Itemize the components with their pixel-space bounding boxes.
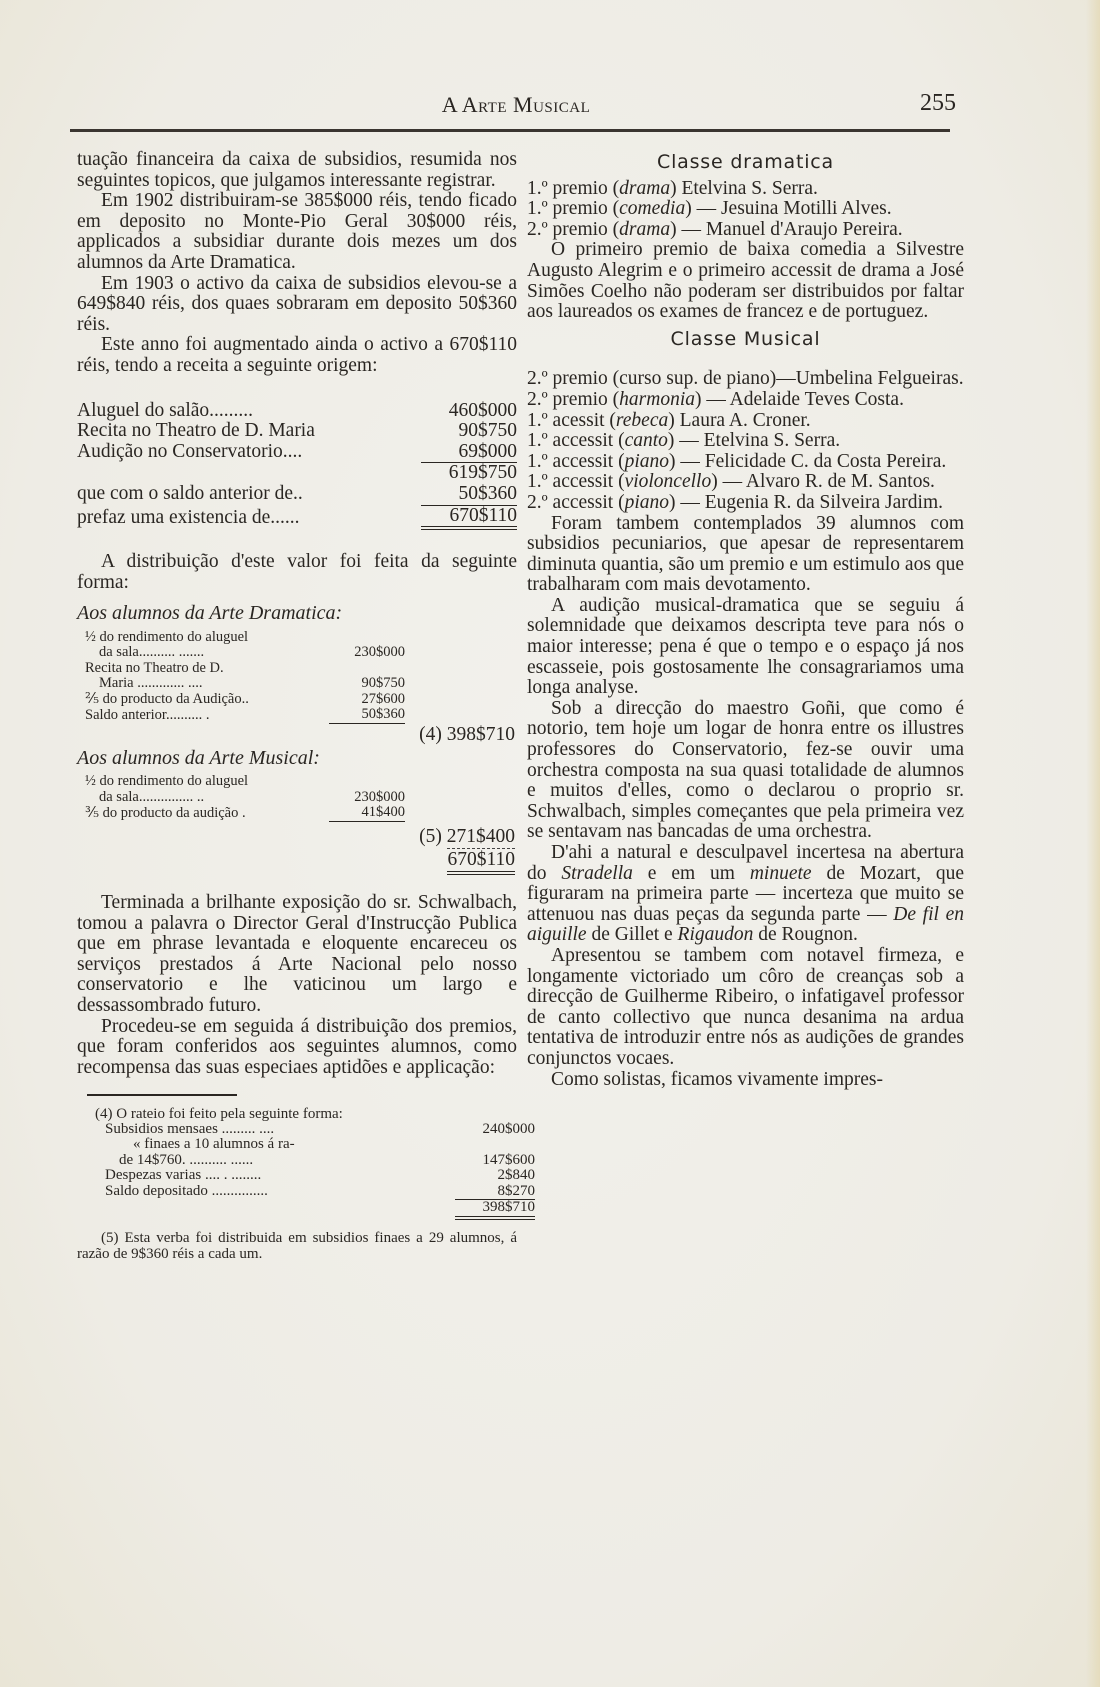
ledger-row bbox=[77, 401, 517, 422]
prize-rank: 2.º premio bbox=[527, 368, 608, 390]
header-rule bbox=[70, 129, 950, 132]
paragraph: Procedeu-se em seguida á distribuição dos premios, que foram conferidos aos seguintes alumnos, como recompensa das suas especiaes aptidões e applicação: bbox=[77, 1015, 517, 1078]
ledger-label: ½ do rendimento do aluguel bbox=[85, 773, 249, 790]
ledger-amount: 619$750 bbox=[421, 463, 517, 484]
ledger-amount: 460$000 bbox=[448, 399, 517, 421]
footnote-4-ledger bbox=[105, 1122, 535, 1220]
grand-total: 670$110 bbox=[447, 848, 515, 875]
prize-name: Etelvina S. Serra. bbox=[681, 177, 818, 199]
paragraph: Terminada a brilhante exposição do sr. Schwalbach, tomou a palavra o Director Geral d'Instrucção Publica que em phrase levantada e eloquente encareceu os serviços prestados á Arte Nacional pelo nosso conservatorio e lhe vaticinou um largo e dessassombrado futuro. bbox=[77, 891, 517, 1016]
ledger-row bbox=[85, 661, 525, 677]
ledger-amount: 27$600 bbox=[361, 690, 405, 707]
prize-rank: 2.º premio bbox=[527, 218, 608, 240]
ledger-label: Aluguel do salão......... bbox=[77, 399, 254, 421]
ledger-total-row bbox=[77, 505, 517, 528]
ledger-label: ⅗ do producto da audição . bbox=[85, 804, 246, 821]
ledger-label: Recita no Theatro de D. Maria bbox=[77, 420, 315, 442]
ledger-amount: 2$840 bbox=[497, 1167, 535, 1184]
prize-entry: 2.º premio (drama) — Manuel d'Araujo Pereira. bbox=[527, 218, 903, 240]
ledger-amount: 50$360 bbox=[329, 707, 405, 723]
subheading-musical: Aos alumnos da Arte Musical: bbox=[77, 746, 320, 769]
prize-name: — Felicidade C. da Costa Pereira. bbox=[680, 450, 947, 472]
ledger-label: « finaes a 10 alumnos á ra- bbox=[133, 1136, 295, 1153]
prize-entry: 1.º premio (comedia) — Jesuina Motilli Alves. bbox=[527, 198, 892, 220]
ledger-amount: 240$000 bbox=[482, 1120, 535, 1137]
prize-field: canto bbox=[624, 430, 668, 452]
page-header bbox=[70, 88, 962, 120]
ledger-row bbox=[85, 774, 525, 790]
ledger-amount: 670$110 bbox=[421, 505, 517, 528]
ledger-amount: 8$270 bbox=[497, 1182, 535, 1199]
footnote-4-intro: (4) O rateio foi feito pela seguinte forma: bbox=[95, 1105, 343, 1122]
paragraph: Sob a direcção do maestro Goñi, que como é notorio, tem hoje um logar de honra entre os illustres professores do Conservatorio, fez-se ouvir uma orchestra composta na sua quasi totalidade de alumnos e muitos d'elles, como o declarou o proprio sr. Schwalbach, simples começantes que pela primeira vez se sentavam nas bancadas de uma orchestra. bbox=[527, 697, 964, 843]
ledger-label: que com o saldo anterior de.. bbox=[77, 483, 303, 505]
text-run: e em um bbox=[632, 862, 750, 884]
prize-field: violoncello bbox=[624, 471, 712, 493]
prize-entry: 2.º accessit (piano) — Eugenia R. da Silveira Jardim. bbox=[527, 491, 944, 513]
musical-ledger bbox=[85, 774, 525, 822]
subheading-dramatica: Aos alumnos da Arte Dramatica: bbox=[77, 602, 343, 625]
prize-entry: 2.º premio (harmonia) — Adelaide Teves Costa. bbox=[527, 388, 904, 410]
page-number: 255 bbox=[920, 90, 956, 116]
ledger-label: Maria ............. .... bbox=[99, 675, 203, 692]
ledger-label bbox=[77, 463, 421, 484]
ledger-label: ⅖ do producto da Audição.. bbox=[85, 690, 249, 707]
prize-entry: 1.º premio (drama) Etelvina S. Serra. bbox=[527, 177, 818, 199]
ledger-row bbox=[105, 1184, 535, 1200]
ledger-amount: 230$000 bbox=[354, 644, 405, 661]
prize-field: comedia bbox=[619, 198, 686, 220]
prize-name: — Etelvina S. Serra. bbox=[679, 430, 841, 452]
prize-rank: 1.º acessit bbox=[527, 409, 605, 431]
ledger-label: prefaz uma existencia de...... bbox=[77, 506, 300, 528]
ledger-label: da sala............... .. bbox=[99, 788, 205, 805]
ledger-row bbox=[77, 442, 517, 463]
work-title: De fil en aiguille bbox=[527, 903, 964, 946]
ledger-label: Saldo depositado ............... bbox=[105, 1183, 268, 1200]
ledger-row bbox=[85, 645, 525, 661]
prize-rank: 1.º accessit bbox=[527, 450, 614, 472]
ledger-row bbox=[85, 805, 525, 821]
ledger-amount: 230$000 bbox=[354, 788, 405, 805]
paragraph: Em 1903 o activo da caixa de subsidios elevou-se a 649$840 réis, dos quaes sobraram em deposito 50$360 réis. bbox=[77, 272, 517, 335]
ledger-total-row bbox=[105, 1200, 535, 1218]
paragraph: Foram tambem contemplados 39 alumnos com subsidios pecuniarios, que apesar de representarem diminuta quantia, são um premio e um estimulo aos que trabalharam com mais devotamento. bbox=[527, 512, 964, 596]
musical-total: (5) 271$400 bbox=[419, 825, 515, 847]
prize-field: drama bbox=[619, 218, 671, 240]
section-title-dramatica: Classe dramatica bbox=[657, 151, 834, 173]
prize-field: curso sup. de piano bbox=[619, 368, 770, 390]
ledger-row bbox=[105, 1153, 535, 1169]
footnote-rule bbox=[87, 1094, 237, 1096]
ledger-row bbox=[85, 630, 525, 646]
prize-rank: 1.º accessit bbox=[527, 430, 614, 452]
ledger-row bbox=[85, 692, 525, 708]
prize-rank: 1.º premio bbox=[527, 177, 608, 199]
ledger-amount: 90$750 bbox=[458, 420, 517, 442]
ledger-label: de 14$760. .......... ...... bbox=[119, 1151, 254, 1168]
prize-entry: 1.º accessit (violoncello) — Alvaro R. de M. Santos. bbox=[527, 471, 935, 493]
paragraph: Este anno foi augmentado ainda o activo a 670$110 réis, tendo a receita a seguinte origem: bbox=[77, 334, 517, 376]
ledger-amount bbox=[455, 1137, 535, 1153]
ledger-row bbox=[85, 790, 525, 806]
footnote-5: (5) Esta verba foi distribuida em subsidios finaes a 29 alumnos, á razão de 9$360 réis a cada um. bbox=[77, 1229, 517, 1262]
paragraph: A distribuição d'este valor foi feita da seguinte forma: bbox=[77, 551, 517, 593]
ledger-label: ½ do rendimento do aluguel bbox=[85, 628, 249, 645]
prize-rank: 2.º accessit bbox=[527, 491, 614, 513]
running-title: A Arte Musical bbox=[441, 92, 591, 117]
paragraph: Em 1902 distribuiram-se 385$000 réis, tendo ficado em deposito no Monte-Pio Geral 30$000 réis, applicados a subsidiar durante dois mezes um dos alumnos da Arte Dramatica. bbox=[77, 190, 517, 273]
right-column bbox=[527, 150, 964, 1090]
ledger-label: Audição no Conservatorio.... bbox=[77, 441, 303, 463]
prize-field: harmonia bbox=[619, 388, 695, 410]
ledger-amount: 50$360 bbox=[458, 482, 517, 504]
prize-name: — Manuel d'Araujo Pereira. bbox=[681, 218, 903, 240]
ledger-amount bbox=[329, 630, 405, 646]
text-run: de Mozart, que figuraram na primeira parte — incerteza que muito se attenuou nas duas peças da segunda parte — bbox=[527, 862, 964, 925]
prize-name: —Umbelina Felgueiras. bbox=[776, 368, 964, 390]
ledger-label: Saldo anterior.......... . bbox=[85, 706, 210, 723]
ledger-row bbox=[105, 1168, 535, 1184]
prize-field: rebeca bbox=[615, 409, 669, 431]
receipts-ledger bbox=[77, 401, 517, 531]
work-title: minuete bbox=[749, 862, 812, 884]
prize-field: drama bbox=[619, 177, 671, 199]
prize-rank: 1.º accessit bbox=[527, 471, 614, 493]
ledger-row bbox=[85, 676, 525, 692]
left-column bbox=[77, 149, 535, 1262]
ledger-label: Despezas varias .... . ........ bbox=[105, 1167, 262, 1184]
work-title: Stradella bbox=[561, 862, 633, 884]
ledger-row bbox=[77, 421, 517, 442]
paragraph bbox=[527, 843, 964, 946]
dramatica-ledger bbox=[85, 630, 525, 724]
prize-entry: 1.º accessit (canto) — Etelvina S. Serra. bbox=[527, 430, 841, 452]
prize-name: — Eugenia R. da Silveira Jardim. bbox=[680, 491, 944, 513]
ledger-amount: 398$710 bbox=[455, 1200, 535, 1218]
ledger-subtotal-row bbox=[77, 463, 517, 484]
prize-name: — Alvaro R. de M. Santos. bbox=[722, 471, 935, 493]
paragraph: tuação financeira da caixa de subsidios, resumida nos seguintes topicos, que julgamos interessante registrar. bbox=[77, 149, 517, 191]
text-run: de Gillet e bbox=[586, 924, 678, 946]
prize-rank: 1.º premio bbox=[527, 198, 608, 220]
ledger-amount bbox=[329, 661, 405, 677]
prize-entry: 2.º premio (curso sup. de piano)—Umbelina Felgueiras. bbox=[527, 368, 964, 390]
prize-entry: 1.º acessit (rebeca) Laura A. Croner. bbox=[527, 409, 811, 431]
prize-name: Laura A. Croner. bbox=[679, 409, 811, 431]
prize-entry: 1.º accessit (piano) — Felicidade C. da Costa Pereira. bbox=[527, 450, 947, 472]
prize-rank: 2.º premio bbox=[527, 388, 608, 410]
page-edge-shadow bbox=[1086, 0, 1100, 1687]
ledger-label: da sala.......... ....... bbox=[99, 644, 205, 661]
ledger-row bbox=[105, 1137, 535, 1153]
ledger-row bbox=[77, 484, 517, 505]
ledger-amount: 147$600 bbox=[482, 1151, 535, 1168]
text-run: D'ahi a natural e desculpavel incertesa na abertura do bbox=[527, 842, 964, 884]
prize-name: — Jesuina Motilli Alves. bbox=[696, 198, 892, 220]
ledger-label: Recita no Theatro de D. bbox=[85, 659, 224, 676]
paragraph: A audição musical-dramatica que se seguiu á solemnidade que deixamos descripta teve para nós o maior interesse; pena é que o tempo e o espaço já nos escasseie, pois gostosamente lhe consagrariamos uma longa analyse. bbox=[527, 594, 964, 699]
ledger-row bbox=[85, 707, 525, 723]
ledger-row bbox=[105, 1122, 535, 1138]
prize-field: piano bbox=[624, 450, 669, 472]
prize-name: — Adelaide Teves Costa. bbox=[706, 388, 904, 410]
dramatica-total: (4) 398$710 bbox=[419, 723, 515, 745]
paragraph: Apresentou se tambem com notavel firmeza, e longamente victoriado um côro de creanças sob a direcção de Guilherme Ribeiro, o infatigavel professor de canto collectivo que nunca desanima na ardua tentativa de introduzir entre nós as audições de grandes conjunctos vocaes. bbox=[527, 944, 964, 1069]
prize-field: piano bbox=[624, 491, 669, 513]
ledger-label: Subsidios mensaes ......... .... bbox=[105, 1120, 275, 1137]
grand-total-wrap bbox=[77, 848, 517, 875]
paragraph: O primeiro premio de baixa comedia a Silvestre Augusto Alegrim e o primeiro accessit de drama a José Simões Coelho não poderam ser distribuidos por faltar aos laureados os exames de francez e de portuguez. bbox=[527, 239, 964, 323]
ledger-amount bbox=[329, 774, 405, 790]
paragraph: Como solistas, ficamos vivamente impres- bbox=[551, 1068, 883, 1090]
ledger-amount: 41$400 bbox=[329, 805, 405, 821]
section-title-musical: Classe Musical bbox=[670, 327, 821, 350]
work-title: Rigaudon bbox=[677, 924, 754, 946]
ledger-amount: 90$750 bbox=[361, 675, 405, 692]
text-run: de Rougnon. bbox=[753, 924, 858, 946]
ledger-amount: 69$000 bbox=[458, 440, 517, 462]
